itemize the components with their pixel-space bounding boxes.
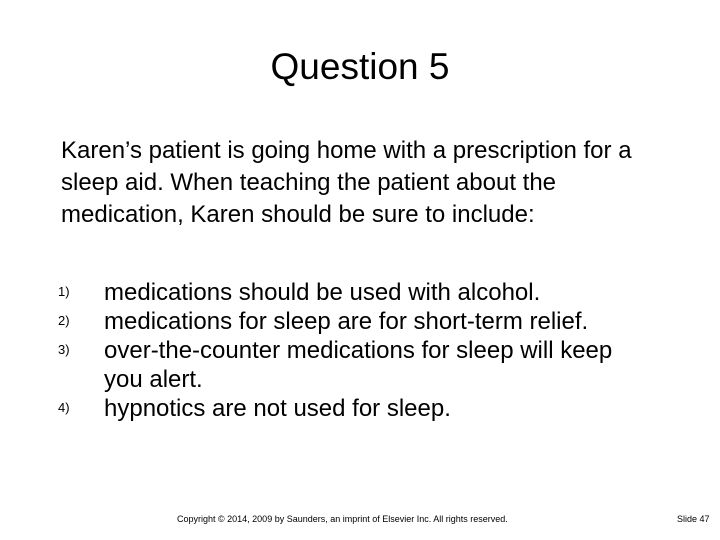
question-text: Karen’s patient is going home with a prescription for a sleep aid. When teaching the patient about the medication, Karen should be sure to include: xyxy=(61,137,632,228)
answer-option xyxy=(58,278,698,307)
option-number: 2) xyxy=(58,313,70,328)
option-number: 4) xyxy=(58,400,70,415)
slide-number: Slide 47 xyxy=(677,514,710,524)
option-text: medications for sleep are for short-term relief. xyxy=(104,308,589,335)
option-number: 1) xyxy=(58,284,70,299)
answer-option xyxy=(58,307,698,336)
option-text: hypnotics are not used for sleep. xyxy=(104,395,451,422)
slide-title: Question 5 xyxy=(270,46,450,87)
option-number: 3) xyxy=(58,342,70,357)
option-text: medications should be used with alcohol. xyxy=(104,279,541,306)
copyright-footer: Copyright © 2014, 2009 by Saunders, an imprint of Elsevier Inc. All rights reserved. xyxy=(177,514,508,524)
option-text: over-the-counter medications for sleep will keep you alert. xyxy=(104,337,613,393)
answer-option xyxy=(58,394,698,423)
answer-option xyxy=(58,336,619,394)
answer-options-list xyxy=(58,278,698,423)
